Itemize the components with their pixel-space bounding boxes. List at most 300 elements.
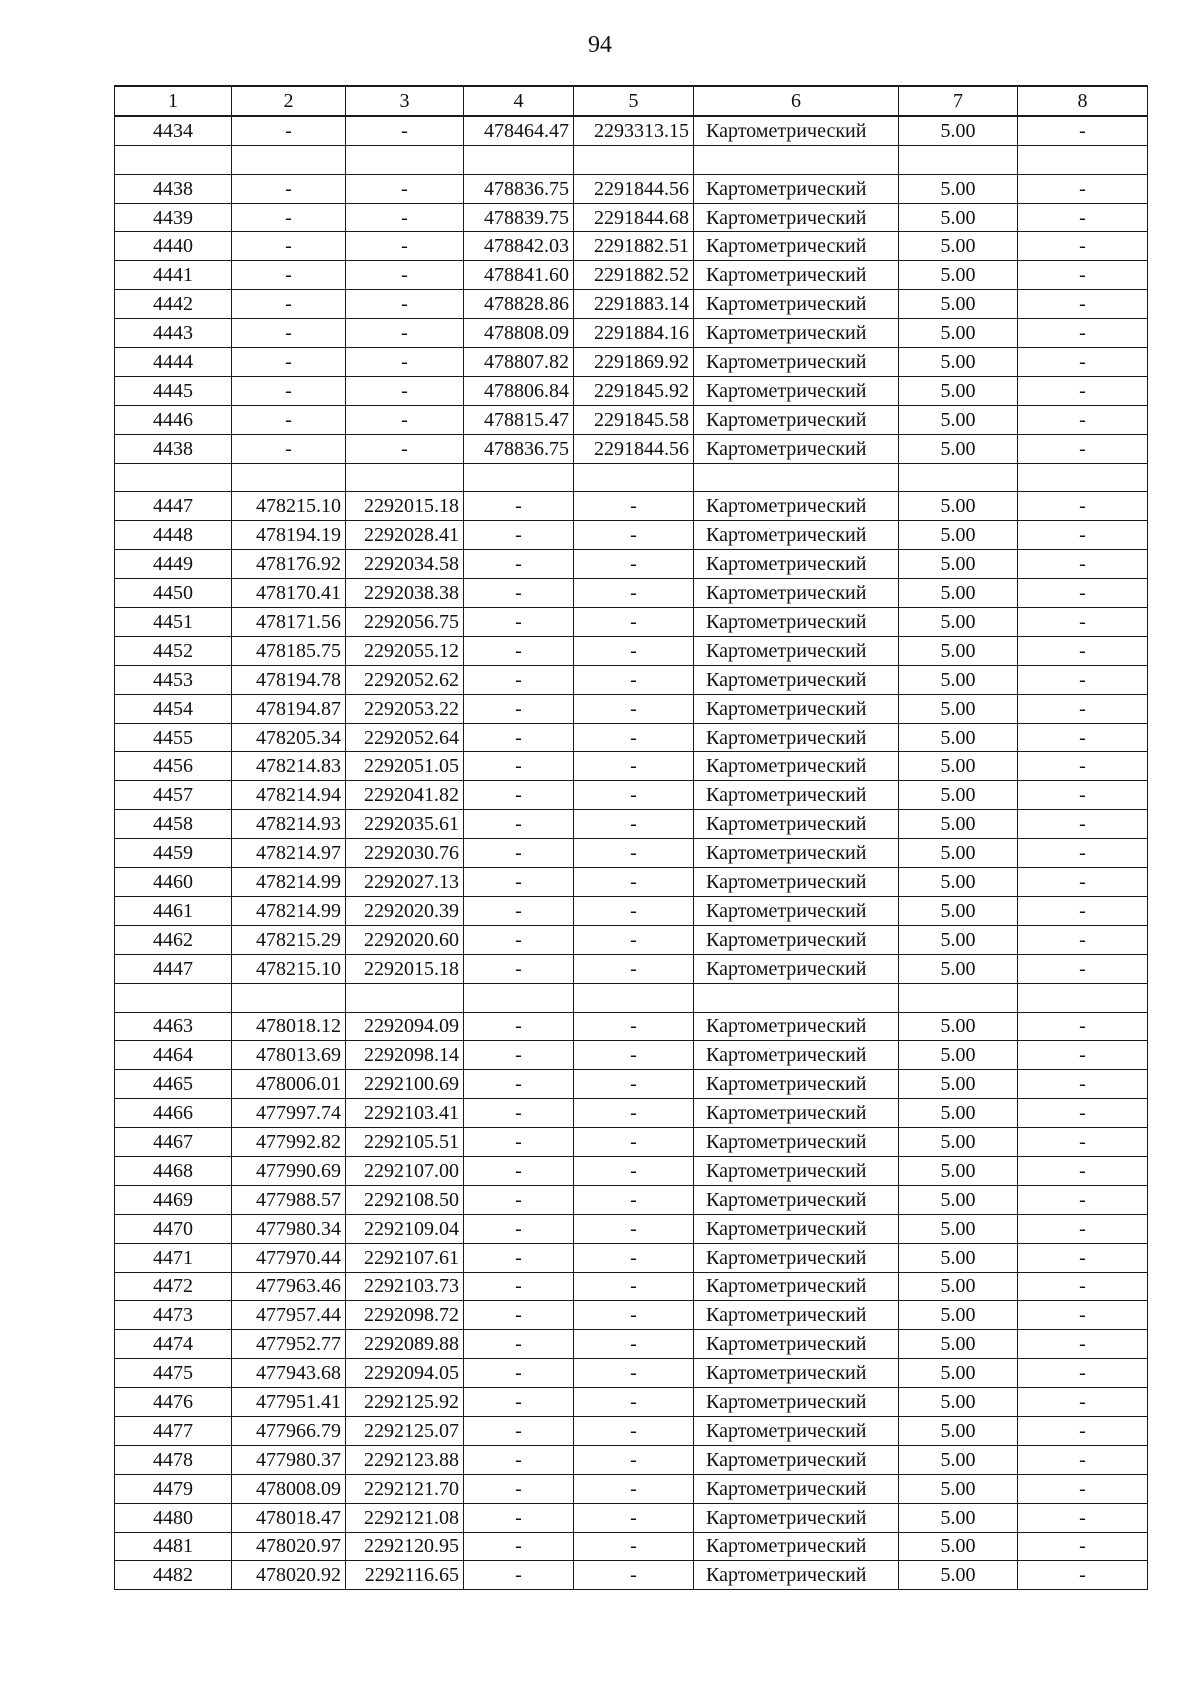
table-row [115, 492, 1148, 521]
x-coordinate-a-cell: - [232, 232, 346, 261]
x-coordinate-b-cell: - [464, 839, 574, 868]
note-cell [1018, 145, 1148, 174]
x-coordinate-b-cell: 478836.75 [464, 434, 574, 463]
method-cell: Картометрический [694, 694, 899, 723]
point-number-cell [115, 463, 232, 492]
point-number-cell: 4464 [115, 1041, 232, 1070]
note-cell: - [1018, 1128, 1148, 1157]
y-coordinate-b-cell: - [574, 579, 694, 608]
x-coordinate-b-cell: - [464, 1041, 574, 1070]
table-row [115, 1214, 1148, 1243]
coordinates-table [114, 85, 1148, 1590]
x-coordinate-b-cell: 478839.75 [464, 203, 574, 232]
x-coordinate-b-cell: - [464, 1272, 574, 1301]
accuracy-cell: 5.00 [899, 579, 1018, 608]
accuracy-cell: 5.00 [899, 1041, 1018, 1070]
table-row [115, 521, 1148, 550]
y-coordinate-a-cell: 2292053.22 [346, 694, 464, 723]
note-cell: - [1018, 1474, 1148, 1503]
note-cell: - [1018, 896, 1148, 925]
y-coordinate-a-cell: 2292038.38 [346, 579, 464, 608]
method-cell [694, 983, 899, 1012]
y-coordinate-b-cell: - [574, 1099, 694, 1128]
accuracy-cell: 5.00 [899, 290, 1018, 319]
x-coordinate-b-cell: - [464, 665, 574, 694]
point-number-cell: 4440 [115, 232, 232, 261]
table-row [115, 434, 1148, 463]
method-cell: Картометрический [694, 723, 899, 752]
method-cell: Картометрический [694, 665, 899, 694]
point-number-cell: 4462 [115, 925, 232, 954]
table-row [115, 954, 1148, 983]
point-number-cell [115, 145, 232, 174]
accuracy-cell: 5.00 [899, 810, 1018, 839]
separator-row [115, 145, 1148, 174]
note-cell: - [1018, 694, 1148, 723]
x-coordinate-a-cell: 478214.97 [232, 839, 346, 868]
y-coordinate-b-cell: 2291884.16 [574, 319, 694, 348]
y-coordinate-b-cell: 2291869.92 [574, 348, 694, 377]
y-coordinate-b-cell: - [574, 723, 694, 752]
x-coordinate-a-cell: 477970.44 [232, 1243, 346, 1272]
accuracy-cell: 5.00 [899, 954, 1018, 983]
point-number-cell: 4469 [115, 1185, 232, 1214]
method-cell: Картометрический [694, 925, 899, 954]
method-cell: Картометрический [694, 290, 899, 319]
x-coordinate-b-cell: - [464, 1359, 574, 1388]
x-coordinate-b-cell: - [464, 868, 574, 897]
table-row [115, 1070, 1148, 1099]
x-coordinate-a-cell: - [232, 319, 346, 348]
x-coordinate-a-cell: - [232, 434, 346, 463]
accuracy-cell: 5.00 [899, 1128, 1018, 1157]
table-row [115, 405, 1148, 434]
point-number-cell: 4438 [115, 434, 232, 463]
accuracy-cell: 5.00 [899, 839, 1018, 868]
y-coordinate-a-cell: 2292098.72 [346, 1301, 464, 1330]
accuracy-cell: 5.00 [899, 1070, 1018, 1099]
y-coordinate-a-cell: 2292094.09 [346, 1012, 464, 1041]
y-coordinate-b-cell: - [574, 665, 694, 694]
y-coordinate-a-cell: 2292051.05 [346, 752, 464, 781]
point-number-cell: 4442 [115, 290, 232, 319]
y-coordinate-a-cell [346, 145, 464, 174]
accuracy-cell: 5.00 [899, 1330, 1018, 1359]
method-cell: Картометрический [694, 579, 899, 608]
x-coordinate-a-cell: 478194.87 [232, 694, 346, 723]
y-coordinate-a-cell: 2292089.88 [346, 1330, 464, 1359]
method-cell [694, 463, 899, 492]
x-coordinate-b-cell: - [464, 492, 574, 521]
method-cell: Картометрический [694, 1445, 899, 1474]
y-coordinate-a-cell: 2292125.92 [346, 1388, 464, 1417]
point-number-cell: 4467 [115, 1128, 232, 1157]
method-cell: Картометрический [694, 174, 899, 203]
y-coordinate-a-cell: 2292020.60 [346, 925, 464, 954]
note-cell: - [1018, 376, 1148, 405]
y-coordinate-b-cell: - [574, 868, 694, 897]
x-coordinate-b-cell: - [464, 1012, 574, 1041]
y-coordinate-a-cell: 2292107.00 [346, 1156, 464, 1185]
accuracy-cell: 5.00 [899, 1503, 1018, 1532]
point-number-cell: 4466 [115, 1099, 232, 1128]
y-coordinate-a-cell: - [346, 290, 464, 319]
x-coordinate-a-cell [232, 145, 346, 174]
y-coordinate-a-cell: 2292105.51 [346, 1128, 464, 1157]
point-number-cell: 4475 [115, 1359, 232, 1388]
y-coordinate-b-cell: 2291882.51 [574, 232, 694, 261]
y-coordinate-a-cell: - [346, 174, 464, 203]
accuracy-cell: 5.00 [899, 203, 1018, 232]
x-coordinate-b-cell: - [464, 752, 574, 781]
y-coordinate-a-cell: 2292028.41 [346, 521, 464, 550]
method-cell: Картометрический [694, 203, 899, 232]
x-coordinate-a-cell: - [232, 203, 346, 232]
point-number-cell: 4460 [115, 868, 232, 897]
point-number-cell: 4468 [115, 1156, 232, 1185]
x-coordinate-a-cell [232, 463, 346, 492]
point-number-cell: 4456 [115, 752, 232, 781]
x-coordinate-b-cell: 478815.47 [464, 405, 574, 434]
table-row [115, 319, 1148, 348]
note-cell: - [1018, 550, 1148, 579]
x-coordinate-b-cell: - [464, 925, 574, 954]
method-cell: Картометрический [694, 1185, 899, 1214]
x-coordinate-a-cell: 478185.75 [232, 636, 346, 665]
table-row [115, 896, 1148, 925]
note-cell: - [1018, 1416, 1148, 1445]
point-number-cell: 4463 [115, 1012, 232, 1041]
y-coordinate-a-cell: - [346, 203, 464, 232]
table-row [115, 1359, 1148, 1388]
x-coordinate-a-cell: - [232, 261, 346, 290]
note-cell: - [1018, 1532, 1148, 1561]
x-coordinate-b-cell: 478828.86 [464, 290, 574, 319]
y-coordinate-b-cell: - [574, 1445, 694, 1474]
note-cell: - [1018, 579, 1148, 608]
method-cell: Картометрический [694, 492, 899, 521]
x-coordinate-b-cell: - [464, 1214, 574, 1243]
x-coordinate-b-cell: 478808.09 [464, 319, 574, 348]
accuracy-cell: 5.00 [899, 925, 1018, 954]
table-row [115, 665, 1148, 694]
y-coordinate-b-cell: - [574, 1243, 694, 1272]
table-row [115, 1388, 1148, 1417]
table-row [115, 174, 1148, 203]
table-row [115, 1243, 1148, 1272]
x-coordinate-b-cell [464, 463, 574, 492]
y-coordinate-a-cell: - [346, 261, 464, 290]
x-coordinate-b-cell: - [464, 1128, 574, 1157]
point-number-cell: 4459 [115, 839, 232, 868]
point-number-cell: 4476 [115, 1388, 232, 1417]
method-cell: Картометрический [694, 636, 899, 665]
y-coordinate-b-cell: - [574, 1359, 694, 1388]
note-cell: - [1018, 925, 1148, 954]
table-row [115, 550, 1148, 579]
method-cell: Картометрический [694, 434, 899, 463]
point-number-cell: 4461 [115, 896, 232, 925]
method-cell: Картометрический [694, 319, 899, 348]
note-cell: - [1018, 1445, 1148, 1474]
method-cell: Картометрический [694, 1359, 899, 1388]
x-coordinate-b-cell: - [464, 1243, 574, 1272]
table-row [115, 290, 1148, 319]
x-coordinate-b-cell: - [464, 896, 574, 925]
note-cell: - [1018, 434, 1148, 463]
x-coordinate-a-cell: 478215.29 [232, 925, 346, 954]
point-number-cell: 4481 [115, 1532, 232, 1561]
y-coordinate-a-cell: 2292020.39 [346, 896, 464, 925]
method-cell: Картометрический [694, 1503, 899, 1532]
accuracy-cell: 5.00 [899, 781, 1018, 810]
x-coordinate-b-cell: 478807.82 [464, 348, 574, 377]
table-row [115, 232, 1148, 261]
table-row [115, 1185, 1148, 1214]
y-coordinate-a-cell [346, 463, 464, 492]
point-number-cell [115, 983, 232, 1012]
table-row [115, 925, 1148, 954]
table-row [115, 1301, 1148, 1330]
y-coordinate-b-cell: - [574, 752, 694, 781]
x-coordinate-b-cell: - [464, 1330, 574, 1359]
x-coordinate-b-cell: - [464, 1416, 574, 1445]
x-coordinate-b-cell: - [464, 1301, 574, 1330]
y-coordinate-b-cell: - [574, 1185, 694, 1214]
note-cell: - [1018, 608, 1148, 637]
y-coordinate-b-cell: 2291845.92 [574, 376, 694, 405]
y-coordinate-a-cell: 2292052.62 [346, 665, 464, 694]
column-header-6: 6 [694, 86, 899, 116]
note-cell: - [1018, 781, 1148, 810]
x-coordinate-b-cell: - [464, 1503, 574, 1532]
y-coordinate-b-cell: 2291844.56 [574, 174, 694, 203]
note-cell: - [1018, 319, 1148, 348]
method-cell: Картометрический [694, 1416, 899, 1445]
method-cell: Картометрический [694, 405, 899, 434]
column-header-1: 1 [115, 86, 232, 116]
x-coordinate-a-cell: - [232, 116, 346, 145]
y-coordinate-a-cell: 2292030.76 [346, 839, 464, 868]
y-coordinate-b-cell: - [574, 550, 694, 579]
x-coordinate-a-cell: 478013.69 [232, 1041, 346, 1070]
y-coordinate-b-cell: - [574, 1561, 694, 1590]
y-coordinate-a-cell: 2292015.18 [346, 492, 464, 521]
accuracy-cell [899, 145, 1018, 174]
accuracy-cell: 5.00 [899, 492, 1018, 521]
note-cell: - [1018, 1301, 1148, 1330]
note-cell: - [1018, 1503, 1148, 1532]
table-header-row [115, 86, 1148, 116]
note-cell: - [1018, 1561, 1148, 1590]
y-coordinate-a-cell: 2292120.95 [346, 1532, 464, 1561]
x-coordinate-a-cell: 477957.44 [232, 1301, 346, 1330]
method-cell: Картометрический [694, 839, 899, 868]
x-coordinate-a-cell: 478008.09 [232, 1474, 346, 1503]
y-coordinate-b-cell: - [574, 1503, 694, 1532]
x-coordinate-b-cell: - [464, 1474, 574, 1503]
accuracy-cell: 5.00 [899, 1388, 1018, 1417]
note-cell: - [1018, 636, 1148, 665]
point-number-cell: 4458 [115, 810, 232, 839]
method-cell: Картометрический [694, 810, 899, 839]
method-cell: Картометрический [694, 1301, 899, 1330]
x-coordinate-a-cell: 477990.69 [232, 1156, 346, 1185]
x-coordinate-b-cell [464, 145, 574, 174]
point-number-cell: 4454 [115, 694, 232, 723]
note-cell: - [1018, 232, 1148, 261]
table-row [115, 203, 1148, 232]
column-header-8: 8 [1018, 86, 1148, 116]
note-cell: - [1018, 1388, 1148, 1417]
accuracy-cell: 5.00 [899, 550, 1018, 579]
point-number-cell: 4477 [115, 1416, 232, 1445]
point-number-cell: 4450 [115, 579, 232, 608]
accuracy-cell: 5.00 [899, 694, 1018, 723]
y-coordinate-b-cell: - [574, 1272, 694, 1301]
x-coordinate-a-cell: 478214.99 [232, 896, 346, 925]
accuracy-cell: 5.00 [899, 405, 1018, 434]
y-coordinate-a-cell: - [346, 434, 464, 463]
table-row [115, 348, 1148, 377]
table-row [115, 1532, 1148, 1561]
x-coordinate-a-cell: - [232, 174, 346, 203]
point-number-cell: 4471 [115, 1243, 232, 1272]
column-header-7: 7 [899, 86, 1018, 116]
x-coordinate-b-cell: - [464, 579, 574, 608]
point-number-cell: 4438 [115, 174, 232, 203]
note-cell: - [1018, 1185, 1148, 1214]
point-number-cell: 4453 [115, 665, 232, 694]
x-coordinate-a-cell: 478214.83 [232, 752, 346, 781]
x-coordinate-b-cell: - [464, 1156, 574, 1185]
table-row [115, 868, 1148, 897]
accuracy-cell: 5.00 [899, 665, 1018, 694]
note-cell: - [1018, 1099, 1148, 1128]
method-cell: Картометрический [694, 1070, 899, 1099]
x-coordinate-b-cell: 478841.60 [464, 261, 574, 290]
point-number-cell: 4434 [115, 116, 232, 145]
note-cell: - [1018, 954, 1148, 983]
y-coordinate-a-cell: 2292107.61 [346, 1243, 464, 1272]
method-cell: Картометрический [694, 1214, 899, 1243]
note-cell: - [1018, 868, 1148, 897]
y-coordinate-a-cell: - [346, 116, 464, 145]
separator-row [115, 983, 1148, 1012]
x-coordinate-b-cell: 478836.75 [464, 174, 574, 203]
point-number-cell: 4446 [115, 405, 232, 434]
method-cell: Картометрический [694, 1388, 899, 1417]
y-coordinate-b-cell: - [574, 694, 694, 723]
y-coordinate-a-cell: 2292116.65 [346, 1561, 464, 1590]
point-number-cell: 4452 [115, 636, 232, 665]
x-coordinate-a-cell: 477952.77 [232, 1330, 346, 1359]
y-coordinate-a-cell: - [346, 319, 464, 348]
method-cell: Картометрический [694, 1243, 899, 1272]
point-number-cell: 4480 [115, 1503, 232, 1532]
y-coordinate-a-cell: 2292103.73 [346, 1272, 464, 1301]
accuracy-cell: 5.00 [899, 319, 1018, 348]
method-cell: Картометрический [694, 896, 899, 925]
method-cell: Картометрический [694, 1532, 899, 1561]
point-number-cell: 4472 [115, 1272, 232, 1301]
table-row [115, 1272, 1148, 1301]
x-coordinate-a-cell: 477980.34 [232, 1214, 346, 1243]
x-coordinate-a-cell: 478214.99 [232, 868, 346, 897]
y-coordinate-a-cell: 2292027.13 [346, 868, 464, 897]
accuracy-cell: 5.00 [899, 1561, 1018, 1590]
x-coordinate-b-cell: 478464.47 [464, 116, 574, 145]
note-cell: - [1018, 492, 1148, 521]
y-coordinate-b-cell: - [574, 1070, 694, 1099]
note-cell: - [1018, 1243, 1148, 1272]
table-row [115, 1561, 1148, 1590]
y-coordinate-b-cell: - [574, 1532, 694, 1561]
point-number-cell: 4473 [115, 1301, 232, 1330]
accuracy-cell [899, 983, 1018, 1012]
x-coordinate-a-cell: 478020.92 [232, 1561, 346, 1590]
y-coordinate-a-cell: 2292123.88 [346, 1445, 464, 1474]
method-cell: Картометрический [694, 868, 899, 897]
accuracy-cell: 5.00 [899, 723, 1018, 752]
x-coordinate-a-cell: 478215.10 [232, 492, 346, 521]
x-coordinate-a-cell: - [232, 405, 346, 434]
y-coordinate-b-cell: - [574, 839, 694, 868]
x-coordinate-b-cell: - [464, 521, 574, 550]
accuracy-cell: 5.00 [899, 896, 1018, 925]
accuracy-cell: 5.00 [899, 608, 1018, 637]
accuracy-cell: 5.00 [899, 1156, 1018, 1185]
x-coordinate-a-cell: 477992.82 [232, 1128, 346, 1157]
y-coordinate-b-cell: - [574, 1012, 694, 1041]
y-coordinate-b-cell: - [574, 608, 694, 637]
x-coordinate-a-cell: 478194.78 [232, 665, 346, 694]
table-row [115, 1041, 1148, 1070]
y-coordinate-a-cell: - [346, 405, 464, 434]
column-header-4: 4 [464, 86, 574, 116]
y-coordinate-a-cell: - [346, 348, 464, 377]
note-cell: - [1018, 1041, 1148, 1070]
method-cell: Картометрический [694, 1561, 899, 1590]
accuracy-cell: 5.00 [899, 1243, 1018, 1272]
note-cell: - [1018, 665, 1148, 694]
accuracy-cell: 5.00 [899, 434, 1018, 463]
x-coordinate-b-cell [464, 983, 574, 1012]
note-cell: - [1018, 810, 1148, 839]
accuracy-cell: 5.00 [899, 1301, 1018, 1330]
table-row [115, 1156, 1148, 1185]
table-row [115, 1099, 1148, 1128]
x-coordinate-b-cell: - [464, 723, 574, 752]
x-coordinate-b-cell: - [464, 954, 574, 983]
method-cell: Картометрический [694, 781, 899, 810]
accuracy-cell: 5.00 [899, 868, 1018, 897]
x-coordinate-a-cell: 477966.79 [232, 1416, 346, 1445]
table-row [115, 579, 1148, 608]
y-coordinate-b-cell: - [574, 1416, 694, 1445]
x-coordinate-a-cell: 477988.57 [232, 1185, 346, 1214]
x-coordinate-b-cell: - [464, 1532, 574, 1561]
note-cell: - [1018, 1070, 1148, 1099]
x-coordinate-a-cell: 478006.01 [232, 1070, 346, 1099]
y-coordinate-a-cell: 2292035.61 [346, 810, 464, 839]
accuracy-cell: 5.00 [899, 1359, 1018, 1388]
x-coordinate-a-cell: 478194.19 [232, 521, 346, 550]
x-coordinate-a-cell: 478020.97 [232, 1532, 346, 1561]
note-cell: - [1018, 174, 1148, 203]
x-coordinate-b-cell: - [464, 550, 574, 579]
y-coordinate-b-cell: 2291844.68 [574, 203, 694, 232]
